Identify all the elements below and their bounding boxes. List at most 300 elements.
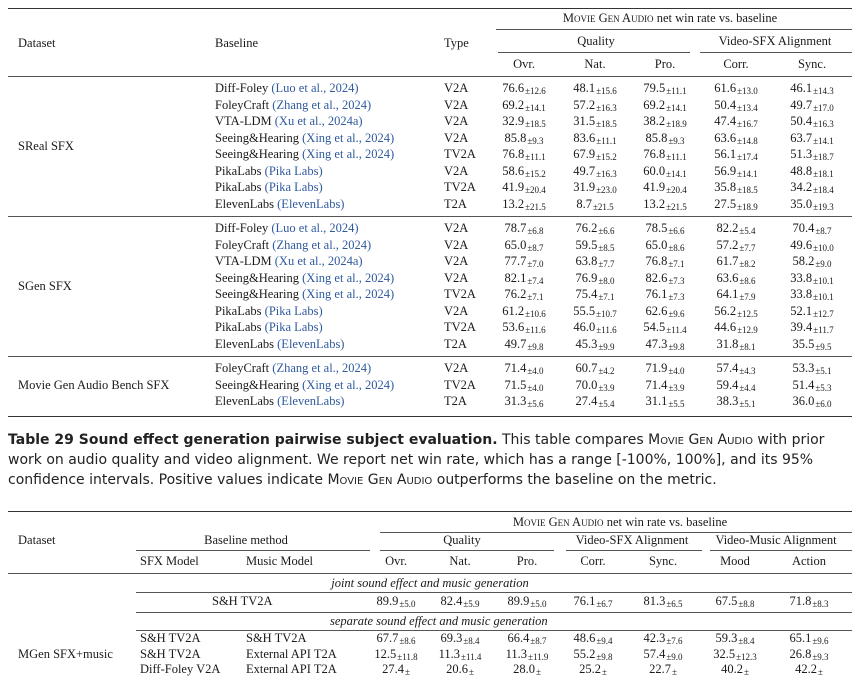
nat-cell	[555, 320, 635, 338]
baseline-cell	[215, 164, 323, 179]
confidence-interval: ±9.3	[812, 651, 829, 662]
citation-link[interactable]: (Pika Labs)	[264, 320, 323, 334]
col-action-header-2: Action	[791, 554, 827, 568]
ovr-cell	[484, 98, 564, 116]
metric-value: 71.5	[504, 377, 527, 392]
confidence-interval: ±8.0	[598, 275, 615, 286]
header-rest: net win rate vs. baseline	[653, 11, 778, 25]
baseline-cell	[215, 114, 363, 129]
pro-cell	[625, 254, 705, 272]
metric-value: 65.0	[504, 237, 527, 252]
confidence-interval: ±8.6	[399, 636, 416, 646]
metric-value: 71.9	[645, 361, 668, 375]
citation-link[interactable]: (Xing et al., 2024)	[302, 287, 395, 301]
confidence-interval: ±	[404, 667, 410, 677]
metric-value: 60.0	[643, 163, 666, 178]
confidence-interval: ±16.3	[813, 119, 834, 129]
sync-cell	[623, 594, 703, 612]
corr-cell	[696, 320, 776, 338]
metric-value: 26.8	[789, 646, 812, 661]
baseline-cell	[215, 254, 363, 269]
confidence-interval: ±17.0	[813, 102, 834, 113]
metric-value: 79.5	[643, 81, 666, 95]
type-cell: T2A	[444, 394, 467, 408]
nat-cell	[555, 164, 635, 182]
pro-cell	[625, 164, 705, 182]
citation-link[interactable]: (Zhang et al., 2024)	[272, 97, 372, 112]
nat-cell	[555, 114, 635, 132]
col-alignment-header: Video-SFX Alignment	[718, 34, 832, 48]
ovr-cell	[484, 180, 564, 198]
confidence-interval: ±20.4	[666, 185, 687, 195]
baseline-cell	[215, 81, 359, 96]
citation-link[interactable]: (Luo et al., 2024)	[271, 221, 359, 235]
type-cell: V2A	[444, 254, 469, 268]
citation-link[interactable]: (ElevenLabs)	[277, 394, 345, 408]
metric-value: 32.9	[502, 114, 525, 128]
confidence-interval: ±13.4	[737, 102, 758, 113]
pro-cell	[625, 271, 705, 289]
confidence-interval: ±14.1	[666, 102, 687, 113]
metric-value: 31.3	[504, 394, 527, 408]
col-mood-header-2: Mood	[720, 554, 750, 568]
confidence-interval: ±5.9	[463, 599, 480, 609]
baseline-cell	[215, 287, 394, 302]
confidence-interval: ±10.7	[596, 308, 617, 319]
metric-value: 31.9	[573, 180, 596, 194]
citation-link[interactable]: (Xu et al., 2024a)	[274, 254, 363, 268]
type-cell: TV2A	[444, 147, 476, 161]
sync-cell	[623, 662, 703, 680]
sync-cell	[772, 147, 852, 165]
confidence-interval: ±14.1	[813, 135, 834, 146]
confidence-interval: ±8.3	[812, 599, 829, 609]
baseline-name: ElevenLabs	[215, 394, 278, 408]
confidence-interval: ±4.0	[668, 366, 685, 376]
metric-value: 35.8	[714, 180, 737, 194]
confidence-interval: ±5.0	[530, 599, 547, 609]
caption-brand: Movie Gen Audio	[648, 432, 753, 448]
sync-cell	[772, 221, 852, 239]
nat-cell	[555, 361, 635, 379]
sync-cell	[772, 271, 852, 289]
metric-value: 49.7	[790, 97, 813, 112]
citation-link[interactable]: (Xu et al., 2024a)	[274, 114, 363, 128]
metric-value: 31.8	[716, 336, 739, 351]
confidence-interval: ±10.1	[813, 292, 834, 302]
citation-link[interactable]: (Pika Labs)	[264, 163, 323, 178]
metric-value: 77.7	[504, 254, 527, 268]
confidence-interval: ±14.1	[666, 168, 687, 179]
confidence-interval: ±11.1	[596, 135, 617, 146]
confidence-interval: ±8.7	[815, 226, 832, 236]
citation-link[interactable]: (ElevenLabs)	[277, 336, 345, 351]
music-model-cell: External API T2A	[246, 646, 337, 661]
ovr-cell	[484, 394, 564, 412]
dataset-label: SReal SFX	[18, 139, 74, 153]
corr-cell	[696, 304, 776, 322]
metric-value: 70.4	[792, 221, 815, 235]
confidence-interval: ±6.8	[527, 226, 544, 236]
confidence-interval: ±7.1	[598, 292, 615, 302]
corr-cell	[696, 378, 776, 396]
baseline-cell	[215, 304, 323, 319]
pro-cell	[625, 238, 705, 256]
confidence-interval: ±5.1	[739, 399, 756, 409]
citation-link[interactable]: (Pika Labs)	[264, 180, 323, 194]
confidence-interval: ±10.1	[813, 275, 834, 286]
confidence-interval: ±11.1	[525, 152, 546, 162]
confidence-interval: ±18.5	[525, 119, 546, 129]
metric-value: 76.6	[502, 81, 525, 95]
confidence-interval: ±6.6	[668, 226, 685, 236]
metric-value: 76.8	[643, 147, 666, 161]
metric-value: 64.1	[716, 287, 739, 301]
baseline-underline	[136, 550, 370, 551]
col-quality-header-2: Quality	[443, 533, 481, 547]
confidence-interval: ±18.9	[737, 201, 758, 212]
type-cell: V2A	[444, 163, 469, 178]
corr-cell	[696, 164, 776, 182]
ovr-cell	[484, 378, 564, 396]
bottom-rule	[8, 416, 852, 417]
metric-value: 41.9	[502, 180, 525, 194]
metric-value: 13.2	[643, 196, 666, 211]
metric-value: 76.8	[645, 254, 668, 268]
metric-value: 48.8	[790, 163, 813, 178]
quality-underline-2	[380, 550, 554, 551]
baseline-name: ElevenLabs	[215, 336, 278, 351]
confidence-interval: ±9.0	[666, 651, 683, 662]
section-joint-label: joint sound effect and music generation	[331, 576, 529, 590]
metric-value: 38.2	[643, 114, 666, 128]
metric-value: 48.1	[573, 81, 596, 95]
metric-value: 71.4	[504, 361, 527, 375]
sync-cell	[772, 180, 852, 198]
metric-value: 60.7	[575, 361, 598, 375]
type-cell: V2A	[444, 270, 469, 285]
ovr-cell	[484, 114, 564, 132]
metric-value: 49.7	[504, 336, 527, 351]
group-header-2	[420, 515, 820, 530]
metric-value: 82.2	[716, 221, 739, 235]
confidence-interval: ±5.6	[527, 399, 544, 409]
type-cell: V2A	[444, 303, 469, 318]
caption-text: This table compares	[497, 432, 649, 448]
metric-value: 41.9	[643, 180, 666, 194]
confidence-interval: ±11.4	[461, 651, 482, 662]
col-dataset-header-2: Dataset	[18, 533, 56, 547]
metric-value: 45.3	[575, 336, 598, 351]
sync-cell	[772, 254, 852, 272]
confidence-interval: ±6.5	[666, 599, 683, 609]
pro-cell	[625, 131, 705, 149]
confidence-interval: ±	[535, 667, 541, 677]
confidence-interval: ±7.7	[739, 242, 756, 253]
citation-link[interactable]: (Luo et al., 2024)	[271, 81, 359, 95]
confidence-interval: ±8.6	[739, 275, 756, 286]
ovr-cell	[484, 271, 564, 289]
music-model-cell: External API T2A	[246, 662, 337, 676]
sync-cell	[772, 378, 852, 396]
corr-cell	[696, 147, 776, 165]
metric-value: 76.1	[573, 594, 596, 608]
type-cell: V2A	[444, 130, 469, 145]
pro-cell	[625, 114, 705, 132]
metric-value: 47.4	[714, 114, 737, 128]
metric-value: 57.2	[716, 237, 739, 252]
metric-value: 89.9	[376, 594, 399, 608]
col-ovr-header: Ovr.	[513, 57, 535, 71]
pro-cell	[625, 180, 705, 198]
sfx-model-cell: S&H TV2A	[140, 631, 201, 645]
pro-cell	[625, 98, 705, 116]
metric-value: 59.5	[575, 237, 598, 252]
sync-cell	[772, 164, 852, 182]
metric-value: 33.8	[790, 287, 813, 301]
citation-link[interactable]: (Xing et al., 2024)	[302, 377, 395, 392]
metric-value: 61.6	[714, 81, 737, 95]
col-sfx-alignment-header: Video-SFX Alignment	[575, 533, 689, 547]
group-separator	[8, 216, 852, 217]
pro-cell	[625, 147, 705, 165]
confidence-interval: ±15.2	[525, 168, 546, 179]
col-pro-header: Pro.	[654, 57, 676, 71]
caption-text: outperforms the baseline on the metric.	[432, 472, 717, 488]
metric-value: 61.2	[502, 303, 525, 318]
metric-value: 82.4	[440, 594, 463, 608]
metric-value: 65.1	[789, 631, 812, 645]
corr-cell	[696, 238, 776, 256]
mood-cell	[695, 662, 775, 680]
section-separate-label: separate sound effect and music generation	[330, 614, 548, 628]
confidence-interval: ±5.0	[399, 599, 416, 609]
metric-value: 36.0	[792, 394, 815, 408]
confidence-interval: ±14.1	[525, 102, 546, 113]
confidence-interval: ±9.6	[812, 636, 829, 646]
ovr-cell	[484, 320, 564, 338]
metric-value: 55.5	[573, 303, 596, 318]
metric-value: 27.4	[382, 662, 404, 676]
section-rule	[136, 612, 852, 613]
metric-value: 62.6	[645, 303, 668, 318]
sync-cell	[772, 197, 852, 215]
metric-value: 76.1	[645, 287, 668, 301]
metric-value: 85.8	[645, 130, 668, 145]
dataset-label: Movie Gen Audio Bench SFX	[18, 377, 170, 392]
dataset-label-2: MGen SFX+music	[18, 646, 113, 661]
baseline-name: PikaLabs	[215, 303, 265, 318]
baseline-name: Seeing&Hearing	[215, 287, 303, 301]
baseline-name: VTA-LDM	[215, 114, 275, 128]
citation-link[interactable]: (Zhang et al., 2024)	[272, 361, 372, 375]
confidence-interval: ±8.1	[739, 341, 756, 352]
nat-cell	[555, 131, 635, 149]
metric-value: 39.4	[790, 320, 813, 334]
metric-value: 11.3	[438, 646, 461, 661]
metric-value: 52.1	[790, 303, 813, 318]
citation-link[interactable]: (Xing et al., 2024)	[302, 147, 395, 161]
metric-value: 71.4	[645, 377, 668, 392]
top-rule-2	[8, 511, 852, 512]
baseline-cell	[215, 337, 344, 352]
metric-value: 70.0	[575, 377, 598, 392]
confidence-interval: ±	[743, 667, 749, 677]
confidence-interval: ±7.7	[598, 259, 615, 269]
nat-cell	[555, 254, 635, 272]
col-baseline-method-header: Baseline method	[204, 533, 288, 547]
confidence-interval: ±11.4	[666, 325, 687, 335]
nat-cell	[555, 98, 635, 116]
confidence-interval: ±9.3	[668, 135, 685, 146]
baseline-name: Seeing&Hearing	[215, 130, 303, 145]
metric-value: 57.4	[716, 361, 739, 375]
col-dataset-header: Dataset	[18, 36, 56, 50]
metric-value: 57.2	[573, 97, 596, 112]
corr-cell	[553, 594, 633, 612]
metric-value: 59.4	[716, 377, 739, 392]
confidence-interval: ±9.6	[668, 308, 685, 319]
col-nat-header-2: Nat.	[449, 554, 471, 568]
confidence-interval: ±7.1	[668, 259, 685, 269]
confidence-interval: ±12.7	[813, 308, 834, 319]
col-music-model-header: Music Model	[246, 554, 314, 568]
confidence-interval: ±11.9	[528, 651, 549, 662]
confidence-interval: ±21.5	[666, 201, 687, 212]
ovr-cell	[484, 164, 564, 182]
metric-value: 32.5	[713, 646, 736, 661]
ovr-cell	[484, 81, 564, 99]
metric-value: 33.8	[790, 270, 813, 285]
confidence-interval: ±16.3	[596, 102, 617, 113]
type-cell: V2A	[444, 114, 469, 128]
confidence-interval: ±11.6	[596, 325, 617, 335]
confidence-interval: ±11.6	[525, 325, 546, 335]
confidence-interval: ±11.1	[666, 152, 687, 162]
metric-value: 48.6	[573, 631, 596, 645]
baseline-name: Diff-Foley	[215, 81, 272, 95]
col-sfx-model-header: SFX Model	[140, 554, 199, 568]
metric-value: 27.5	[714, 196, 737, 211]
citation-link[interactable]: (Xing et al., 2024)	[302, 270, 395, 285]
metric-value: 82.6	[645, 270, 668, 285]
metric-value: 12.5	[374, 646, 397, 661]
sync-cell	[772, 98, 852, 116]
sync-cell	[772, 81, 852, 99]
confidence-interval: ±8.4	[463, 636, 480, 646]
type-cell: V2A	[444, 361, 469, 375]
confidence-interval: ±21.5	[592, 201, 614, 212]
metric-value: 78.5	[645, 221, 668, 235]
confidence-interval: ±8.7	[530, 636, 547, 646]
confidence-interval: ±6.0	[815, 399, 832, 409]
metric-value: 58.6	[502, 163, 525, 178]
confidence-interval: ±11.7	[813, 325, 834, 335]
confidence-interval: ±4.2	[598, 366, 615, 376]
metric-value: 51.4	[792, 377, 815, 392]
section-rule	[136, 592, 852, 593]
metric-value: 85.8	[504, 130, 527, 145]
confidence-interval: ±9.4	[596, 636, 613, 646]
dataset-label: SGen SFX	[18, 279, 72, 293]
baseline-cell	[215, 361, 371, 376]
ovr-cell	[484, 287, 564, 305]
confidence-interval: ±18.4	[813, 185, 834, 195]
metric-value: 66.4	[507, 631, 530, 645]
confidence-interval: ±18.5	[737, 185, 758, 195]
baseline-name: PikaLabs	[215, 163, 265, 178]
metric-value: 57.4	[643, 646, 666, 661]
metric-value: 42.2	[795, 662, 817, 676]
corr-cell	[696, 361, 776, 379]
metric-value: 53.3	[792, 361, 815, 375]
metric-value: 51.3	[790, 147, 813, 161]
group-separator	[8, 356, 852, 357]
ovr-cell	[484, 197, 564, 215]
table-caption	[8, 430, 856, 490]
sync-cell	[772, 131, 852, 149]
citation-link[interactable]: (Zhang et al., 2024)	[272, 237, 372, 252]
baseline-name: VTA-LDM	[215, 254, 275, 268]
corr-cell	[696, 394, 776, 412]
metric-value: 63.6	[716, 270, 739, 285]
confidence-interval: ±14.8	[737, 135, 758, 146]
metric-value: 83.6	[573, 130, 596, 145]
confidence-interval: ±9.5	[815, 341, 832, 352]
group-header	[470, 11, 860, 26]
corr-cell	[696, 271, 776, 289]
metric-value: 44.6	[714, 320, 737, 334]
pro-cell	[625, 221, 705, 239]
baseline-name: Seeing&Hearing	[215, 270, 303, 285]
action-cell	[769, 662, 849, 680]
metric-value: 27.4	[575, 394, 598, 408]
header-rest: net win rate vs. baseline	[603, 515, 728, 529]
col-corr-header: Corr.	[723, 57, 749, 71]
pro-cell	[625, 378, 705, 396]
corr-cell	[696, 98, 776, 116]
confidence-interval: ±	[601, 667, 607, 677]
citation-link[interactable]: (Pika Labs)	[264, 303, 323, 318]
confidence-interval: ±12.6	[525, 86, 546, 96]
corr-cell	[696, 81, 776, 99]
confidence-interval: ±19.3	[813, 201, 834, 212]
type-cell: T2A	[444, 196, 467, 211]
confidence-interval: ±10.0	[813, 242, 834, 253]
nat-cell	[555, 81, 635, 99]
confidence-interval: ±9.8	[668, 341, 685, 352]
confidence-interval: ±11.1	[666, 86, 687, 96]
nat-cell	[555, 394, 635, 412]
baseline-cell	[215, 271, 394, 286]
citation-link[interactable]: (ElevenLabs)	[277, 196, 345, 211]
metric-value: 54.5	[643, 320, 666, 334]
confidence-interval: ±8.8	[738, 599, 755, 609]
citation-link[interactable]: (Xing et al., 2024)	[302, 130, 395, 145]
confidence-interval: ±16.3	[596, 168, 617, 179]
metric-value: 75.4	[575, 287, 598, 301]
confidence-interval: ±7.9	[739, 292, 756, 302]
confidence-interval: ±5.4	[739, 226, 756, 236]
baseline-name: Seeing&Hearing	[215, 377, 303, 392]
header-bottom-rule-2	[8, 573, 852, 574]
metric-value: 40.2	[721, 662, 743, 676]
confidence-interval: ±4.3	[739, 366, 756, 376]
confidence-interval: ±7.6	[666, 636, 683, 646]
corr-cell	[696, 180, 776, 198]
confidence-interval: ±9.8	[527, 341, 544, 352]
metric-value: 76.2	[575, 221, 598, 235]
